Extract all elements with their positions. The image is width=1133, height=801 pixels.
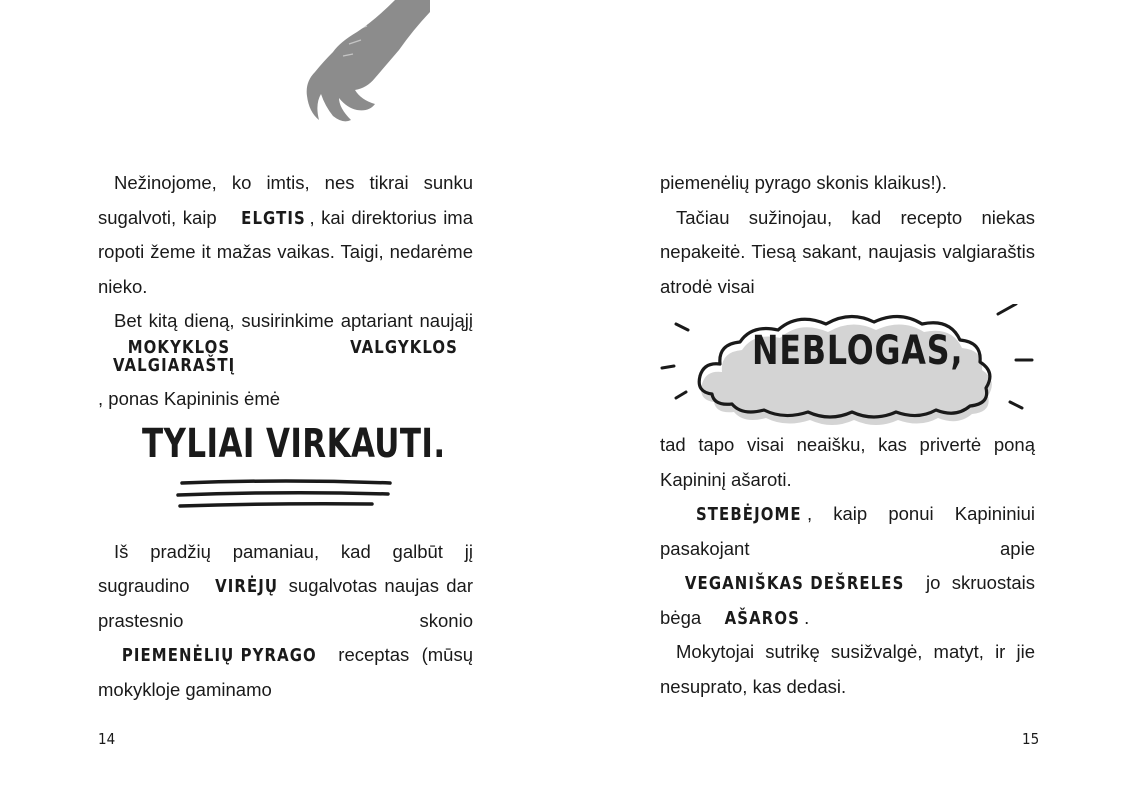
highlight-word: MOKYKLOS VALGYKLOS VALGIARAŠTĮ	[113, 336, 458, 376]
cloud-callout	[660, 304, 1035, 428]
paragraph: Mokytojai sutrikę susižvalgė, matyt, ir jie nesuprato, kas dedasi.	[660, 641, 1035, 697]
paragraph: Bet kitą dieną, susirinkime aptariant naująjį MOKYKLOS VALGYKLOS VALGIARAŠTĮ, ponas Kapininis ėmė	[98, 310, 473, 409]
paragraph: Tačiau sužinojau, kad recepto niekas nepakeitė. Tiesą sakant, naujasis valgiaraštis atrodė visai	[660, 206, 1035, 297]
highlight-word: VEGANIŠKAS DEŠRELES	[684, 573, 905, 594]
highlight-word: VIRĖJŲ	[214, 576, 278, 597]
page-number-left: 14	[98, 730, 116, 748]
paragraph: piemenėlių pyrago skonis klaikus!).	[660, 172, 947, 193]
paragraph: STEBĖJOME , kaip ponui Kapininiui pasakojant apie VEGANIŠKAS DEŠRELES jo skruostais bėga AŠAROS .	[660, 503, 1035, 629]
underline-strokes	[176, 477, 396, 513]
left-page-text	[98, 166, 473, 707]
big-hand-lettering	[98, 417, 473, 535]
highlight-word: AŠAROS	[724, 607, 801, 629]
paragraph: Nežinojome, ko imtis, nes tikrai sunku sugalvoti, kaip ELGTIS , kai direktorius ima ropoti žeme it mažas vaikas. Taigi, nedarėme nieko.	[98, 172, 474, 297]
paragraph: tad tapo visai neaišku, kas privertė poną Kapininį ašaroti.	[660, 434, 1035, 490]
big-text: TYLIAI VIRKAUTI.	[142, 420, 446, 467]
cloud-text: NEBLOGAS,	[752, 328, 964, 374]
highlight-word: ELGTIS	[241, 207, 307, 229]
highlight-word: STEBĖJOME	[695, 504, 802, 525]
paw-illustration	[295, 0, 435, 130]
page-number-right: 15	[1022, 730, 1040, 748]
highlight-word: PIEMENĖLIŲ PYRAGO	[121, 645, 317, 666]
right-page-text	[660, 166, 1035, 704]
paragraph: Iš pradžių pamaniau, kad galbūt jį sugraudino VIRĖJŲ sugalvotas naujas dar prastesnio skonio PIEMENĖLIŲ PYRAGO receptas (mūsų mokykloje gaminamo	[98, 540, 474, 700]
